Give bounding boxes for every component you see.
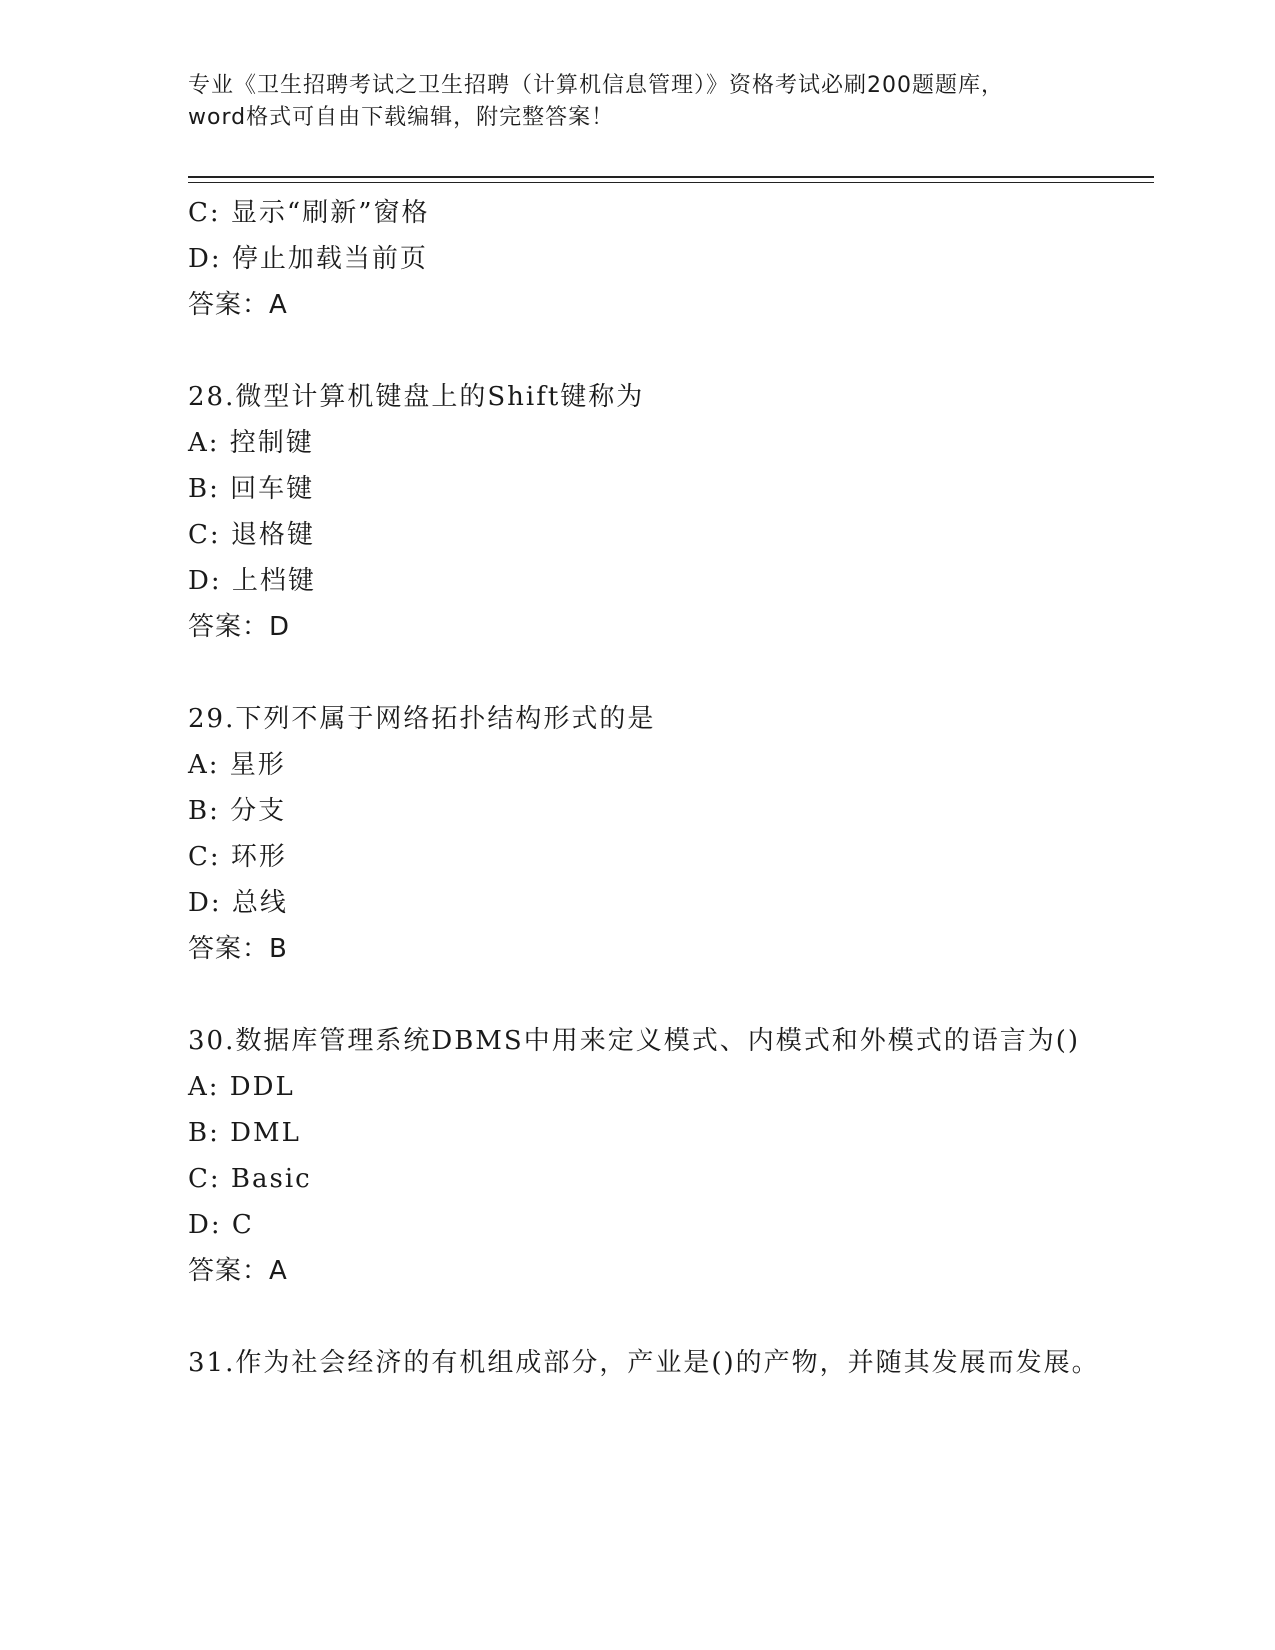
option-a: A: 控制键 bbox=[188, 428, 314, 458]
option-b: B: DML bbox=[188, 1118, 301, 1148]
option-c: C: 环形 bbox=[188, 842, 287, 872]
question-29 bbox=[188, 696, 1108, 972]
header-divider-thin bbox=[188, 182, 1154, 183]
question-30 bbox=[188, 1018, 1108, 1294]
answer-line: 答案：A bbox=[188, 290, 288, 320]
option-d: D: C bbox=[188, 1210, 254, 1240]
question-stem: 31.作为社会经济的有机组成部分，产业是()的产物，并随其发展而发展。 bbox=[188, 1348, 1100, 1378]
spacer bbox=[188, 972, 1108, 1018]
option-d: D: 上档键 bbox=[188, 566, 316, 596]
question-27-tail bbox=[188, 190, 1108, 328]
header-line-1: 专业《卫生招聘考试之卫生招聘（计算机信息管理）》资格考试必刷200题题库， bbox=[188, 73, 1004, 98]
option-b: B: 回车键 bbox=[188, 474, 315, 504]
option-c: C: 显示“刷新”窗格 bbox=[188, 198, 430, 228]
option-d: D: 总线 bbox=[188, 888, 288, 918]
document-header bbox=[188, 70, 1088, 134]
question-stem: 30.数据库管理系统DBMS中用来定义模式、内模式和外模式的语言为() bbox=[188, 1026, 1081, 1056]
header-divider bbox=[188, 176, 1154, 178]
option-d: D: 停止加载当前页 bbox=[188, 244, 428, 274]
question-31 bbox=[188, 1340, 1108, 1386]
option-a: A: DDL bbox=[188, 1072, 295, 1102]
spacer bbox=[188, 328, 1108, 374]
header-line-2: word格式可自由下载编辑，附完整答案！ bbox=[188, 105, 615, 130]
question-stem: 28.微型计算机键盘上的Shift键称为 bbox=[188, 382, 645, 412]
option-b: B: 分支 bbox=[188, 796, 287, 826]
question-stem: 29.下列不属于网络拓扑结构形式的是 bbox=[188, 704, 656, 734]
option-c: C: 退格键 bbox=[188, 520, 315, 550]
question-28 bbox=[188, 374, 1108, 650]
option-c: C: Basic bbox=[188, 1164, 312, 1194]
option-a: A: 星形 bbox=[188, 750, 286, 780]
question-list bbox=[188, 190, 1108, 1386]
answer-line: 答案：D bbox=[188, 612, 291, 642]
answer-line: 答案：B bbox=[188, 934, 288, 964]
answer-line: 答案：A bbox=[188, 1256, 288, 1286]
spacer bbox=[188, 1294, 1108, 1340]
spacer bbox=[188, 650, 1108, 696]
